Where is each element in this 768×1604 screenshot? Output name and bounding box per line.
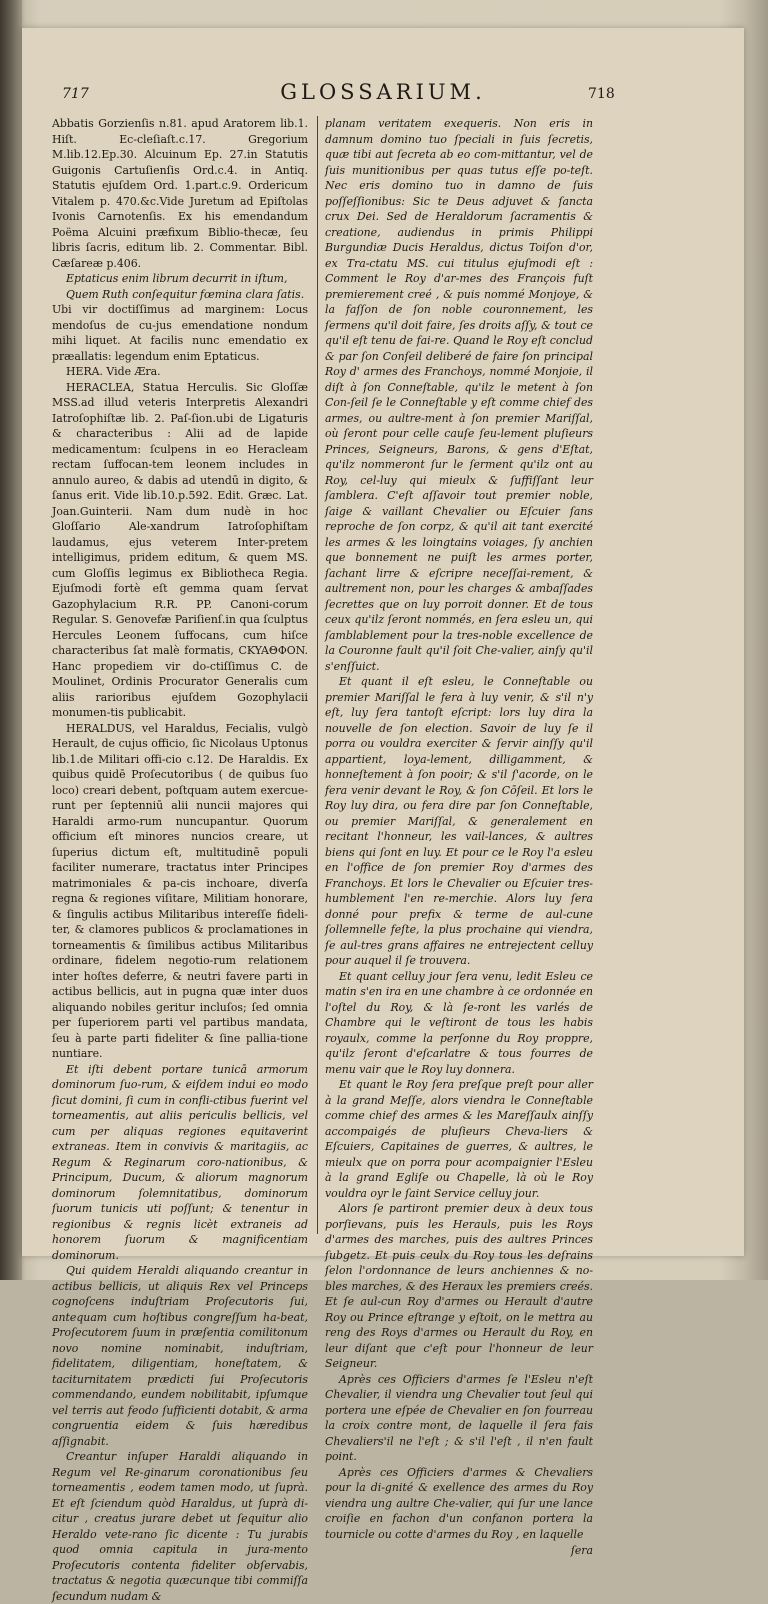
column-divider xyxy=(317,116,318,1234)
paragraph: Eptaticus enim librum decurrit in iſtum, xyxy=(66,272,288,285)
paragraph: Abbatis Gorzienſis n.81. apud Aratorem lib.1. Hiſt. Ec-cleſiaſt.c.17. Gregorium M.lib.12.Ep.30. Alcuinum Ep. 27.in Statutis Guigonis Cartuſienſis Ord.c.4. in Antiq. Statutis ejuſdem Ord. 1.part.c.9. Ordericum Vitalem p. 470.&c.Vide Juretum ad Epiſtolas Ivonis Carnotenſis. Ex his emendandum Poëma Alcuini præfixum Biblio-thecæ, ſeu libris ſacris, editum lib. 2. Commentar. Bibl. Cæſareæ p.406. xyxy=(52,117,308,270)
running-header xyxy=(22,80,744,110)
paragraph: Qui quidem Heraldi aliquando creantur in actibus bellicis, ut aliquis Rex vel Princeps cognoſcens induſtriam Proſecutoris ſui, antequam cum hoſtibus congreſſum ha-beat, Proſecutorem ſuum in præſentia comilitonum novo nomine nominabit, induſtriam, fidelitatem, diligentiam, honeſtatem, & taciturnitatem prædicti ſui Proſecutoris commendando, eundem nobilitabit, ipſumque vel terris aut feodo ſufficienti dotabit, & arma congruentia eidem & ſuis hæredibus aſſignabit. xyxy=(52,1264,308,1448)
paragraph: Et quant le Roy ſera preſque preſt pour aller à la grand Meſſe, alors viendra le Conneſtable comme chief des armes & les Mareſſaulx ainſſy accompaigés de pluſieurs Cheva-liers & Eſcuiers, Capitaines de guerres, & aultres, le mieulx que on porra pour acompaignier l'Esleu à la grand Egliſe ou Chapelle, là où le Roy vouldra oyr le ſaint Service celluy jour. xyxy=(325,1078,593,1200)
page-number-left: 717 xyxy=(62,86,89,102)
paragraph: Après ces Officiers d'armes ſe l'Esleu n'eſt Chevalier, il viendra ung Chevalier tout ſeul qui portera une eſpée de Chevalier en ſon fourreau la croix contre mont, de laquelle il ſera fais Chevaliers'il ne l'eſt ; & s'il l'eſt , il n'en fault point. xyxy=(325,1372,593,1463)
paragraph: Et quant il eſt esleu, le Conneſtable ou premier Mariſſal le fera à luy venir, & s'il n'y eſt, luy ſera tantoſt eſcript: lors luy dira la nouvelle de ſon election. Savoir de luy ſe il porra ou vouldra exerciter & ſervir ainſſy qu'il appartient, loya-lement, dilligamment, & honneſtement à ſon pooir; & s'il ſ'acorde, on le fera venir devant le Roy, & ſon Cōſeil. Et lors le Roy luy dira, ou fera dire par ſon Conneſtable, ou premier Mariſſal, & generalement en recitant l'honneur, les vail-lances, & aultres biens qui ſont en luy. Et pour ce le Roy l'a esleu en l'office de ſon premier Roy d'armes des Franchoys. Et lors le Chevalier ou Eſcuier tres-humblement l'en re-merchie. Alors luy ſera donné pour prefix & terme de aul-cune ſollemnelle feſte, la plus prochaine qui viendra, ſe aul-tres grans affaires ne entrejectent celluy pour auquel il ſe trouvera. xyxy=(325,675,593,967)
paragraph: HERA. Vide Æra. xyxy=(66,365,161,378)
left-column xyxy=(52,116,308,1603)
paragraph: Quem Ruth conſequitur fœmina clara ſatis. xyxy=(66,287,305,301)
running-title: GLOSSARIUM. xyxy=(280,80,486,104)
right-column xyxy=(325,116,593,1557)
paragraph: planam veritatem exequeris. Non eris in damnum domino tuo ſpeciali in ſuis ſecretis, quæ tibi aut ſecreta ab eo com-mittantur, vel de ſuis munitionibus per quas tutus eſſe po-teſt. Nec eris domino tuo in damno de ſuis poſſeſſionibus: Sic te Deus adjuvet & ſancta crux Dei. Sed de Heraldorum ſacramentis & creatione, audiendus in primis Philippi Burgundiæ Ducis Heraldus, dictus Toiſon d'or, ex Tra-ctatu MS. cui titulus ejuſmodi eſt : Comment le Roy d'ar-mes des François fuſt premierement creé , & puis nommé Monjoye, & la faſſon de ſon noble couronnement, les ſermens qu'il doit faire, ſes droits aſſy, & tout ce qu'il eſt tenu de fai-re. Quand le Roy eſt conclud & par ſon Conſeil deliberé de faire ſon principal Roy d' armes des Franchoys, nommé Monjoie, il diſt à ſon Conneſtable, qu'ilz le metent à ſon Con-ſeil ſe le Conneſtable y eſt comme chief des armes, ou aultre-ment à ſon premier Mariſſal, où ſeront pour celle cauſe ſeu-lement pluſieurs Princes, Seigneurs, Barons, & gens d'Eſtat, qu'ilz nommeront ſur le ſerment qu'ilz ont au Roy, cel-luy qui mieulx & ſuffiſſant leur ſamblera. C'eſt aſſavoir tout premier noble, ſaige & vaillant Chevalier ou Eſcuier ſans reproche de ſon corpz, & qu'il ait tant exercité les armes & les loingtains voiages, ſy anchien que bonnement ne puiſt les armes porter, ſachant lirre & eſcripre neceſſai-rement, & aultrement non, pour les charges & ambaſſades ſecrettes que on luy porroit donner. Et de tous ceux qu'ilz ſeront nommés, en ſera esleu un, qui ſamblablement pour la tres-noble excellence de la Couronne fault qu'il ſoit Che-valier, ainſy qu'il s'enſſuict. xyxy=(325,117,593,673)
book-gutter xyxy=(0,0,22,1280)
paragraph: HERALDUS, vel Haraldus, Fecialis, vulgò Herault, de cujus officio, ſic Nicolaus Uptonus lib.1.de Militari offi-cio c.12. De Haraldis. Ex quibus quidē Proſecutoribus ( de quibus ſuo loco) creari debent, poſtquam autem exercue-runt per ſeptenniū alii nuncii majores qui Haraldi armo-rum nuncupantur. Quorum officium eſt minores nuncios creare, ut ſuperius dictum eſt, multitudinē populi faciliter numerare, tractatus inter Principes matrimoniales & pa-cis inchoare, diverſa regna & regiones viſitare, Militiam honorare, & ſingulis actibus Militaribus intereſſe fideli-ter, & clamores publicos & proclamationes in torneamentis & ſimilibus actibus Militaribus ordinare, fidelem negotio-rum relationem inter hoſtes deferre, & neutri favere parti in actibus bellicis, aut in pugna quæ inter duos aliquando nobiles geritur incluſos; ſed omnia per ſuperiorem parti vel partibus mandata, ſeu à parte parti fideliter & ſine pallia-tione nuntiare. xyxy=(52,721,308,1060)
paragraph: Ubi vir doctiſſimus ad marginem: Locus mendoſus de cu-jus emendatione nondum mihi liquet. At facilis nunc emendatio ex præallatis: legendum enim Eptaticus. xyxy=(52,303,308,363)
catchword: ſera xyxy=(570,1544,593,1557)
paragraph: Creantur inſuper Haraldi aliquando in Regum vel Re-ginarum coronationibus ſeu torneamentis , eodem tamen modo, ut ſuprà. Et eſt ſciendum quòd Haraldus, ut ſuprà di-citur , creatus jurare debet ut ſequitur alio Heraldo vete-rano ſic dicente : Tu jurabis quod omnia capitula in jura-mento Proſecutoris contenta fideliter obſervabis, tractatus & negotia quæcunque tibi commiſſa ſecundum nudam & xyxy=(52,1450,308,1603)
paragraph: Et quant celluy jour ſera venu, ledit Esleu ce matin s'en ira en une chambre à ce ordonnée en l'oſtel du Roy, & là ſe-ront les varlés de Chambre qui le veſtiront de tous les habis royaulx, comme la perſonne du Roy proppre, qu'ilz ſeront d'eſcarlatre & tous fourres de menu vair que le Roy luy donnera. xyxy=(325,969,593,1076)
page-number-right: 718 xyxy=(588,86,615,102)
paragraph: HERACLEA, Statua Herculis. Sic Gloſſæ MSS.ad illud veteris Interpretis Alexandri Iatroſophiſtæ lib. 2. Paſ-ſion.ubi de Ligaturis & characteribus : Alii ad de lapide medicamentum: ſculpens in eo Heracleam rectam ſuffocan-tem leonem includes in annulo aureo, & dabis ad utendū in digito, & ſanus erit. Vide lib.10.p.592. Edit. Græc. Lat. Joan.Guinterii. Nam dum nudè in hoc Gloſſario Ale-xandrum Iatroſophiſtam laudamus, ejus veterem Inter-pretem intelligimus, pridem editum, & quem MS. cum Gloſſis legimus ex Bibliotheca Regia. Ejuſmodi fortè eſt gemma quam ſervat Gazophylacium R.R. PP. Canoni-corum Regular. S. Genovefæ Pariſienſ.in qua ſculptus Hercules Leonem ſuffocans, cum hiſce characteribus ſat malè formatis, CKYAΘΦON. Hanc propediem vir do-ctiſſimus C. de Moulinet, Ordinis Procurator Generalis cum aliis rarioribus ejuſdem Gozophylacii monumen-tis publicabit. xyxy=(52,380,308,719)
book-page xyxy=(22,28,744,1603)
paragraph: Et iſti debent portare tunicā armorum dominorum ſuo-rum, & eiſdem indui eo modo ſicut domini, ſi cum in confli-ctibus fuerint vel torneamentis, aut aliis periculis bellicis, vel cum per aliquas regiones equitaverint extraneas. Item in convivis & maritagiis, ac Regum & Reginarum coro-nationibus, & Principum, Ducum, & aliorum magnorum dominorum ſolemnitatibus, dominorum ſuorum tunicis uti poſſunt; & tenentur in regionibus & regnis licèt extraneis ad honorem ſuorum & magnificentiam dominorum. xyxy=(52,1062,308,1262)
paragraph: Alors ſe partiront premier deux à deux tous porſievans, puis les Herauls, puis les Roys d'armes des marches, puis des aultres Princes ſubgetz. Et puis ceulx du Roy tous les deſrains ſelon l'ordonnance de leurs anchiennes & no-bles marches, & des Heraux les premiers creés. Et ſe aul-cun Roy d'armes ou Herault d'autre Roy ou Prince eſtrange y eſtoit, on le mettra au reng des Roys d'armes ou Herault du Roy, en leur diſant que c'eſt pour l'honneur de leur Seigneur. xyxy=(325,1202,593,1370)
paragraph: Après ces Officiers d'armes & Chevaliers pour la di-gnité & exellence des armes du Roy viendra ung aultre Che-valier, qui ſur une lance croiſie en fachon d'un confanon portera la tournicle ou cotte d'armes du Roy , en laquelle xyxy=(325,1465,593,1541)
